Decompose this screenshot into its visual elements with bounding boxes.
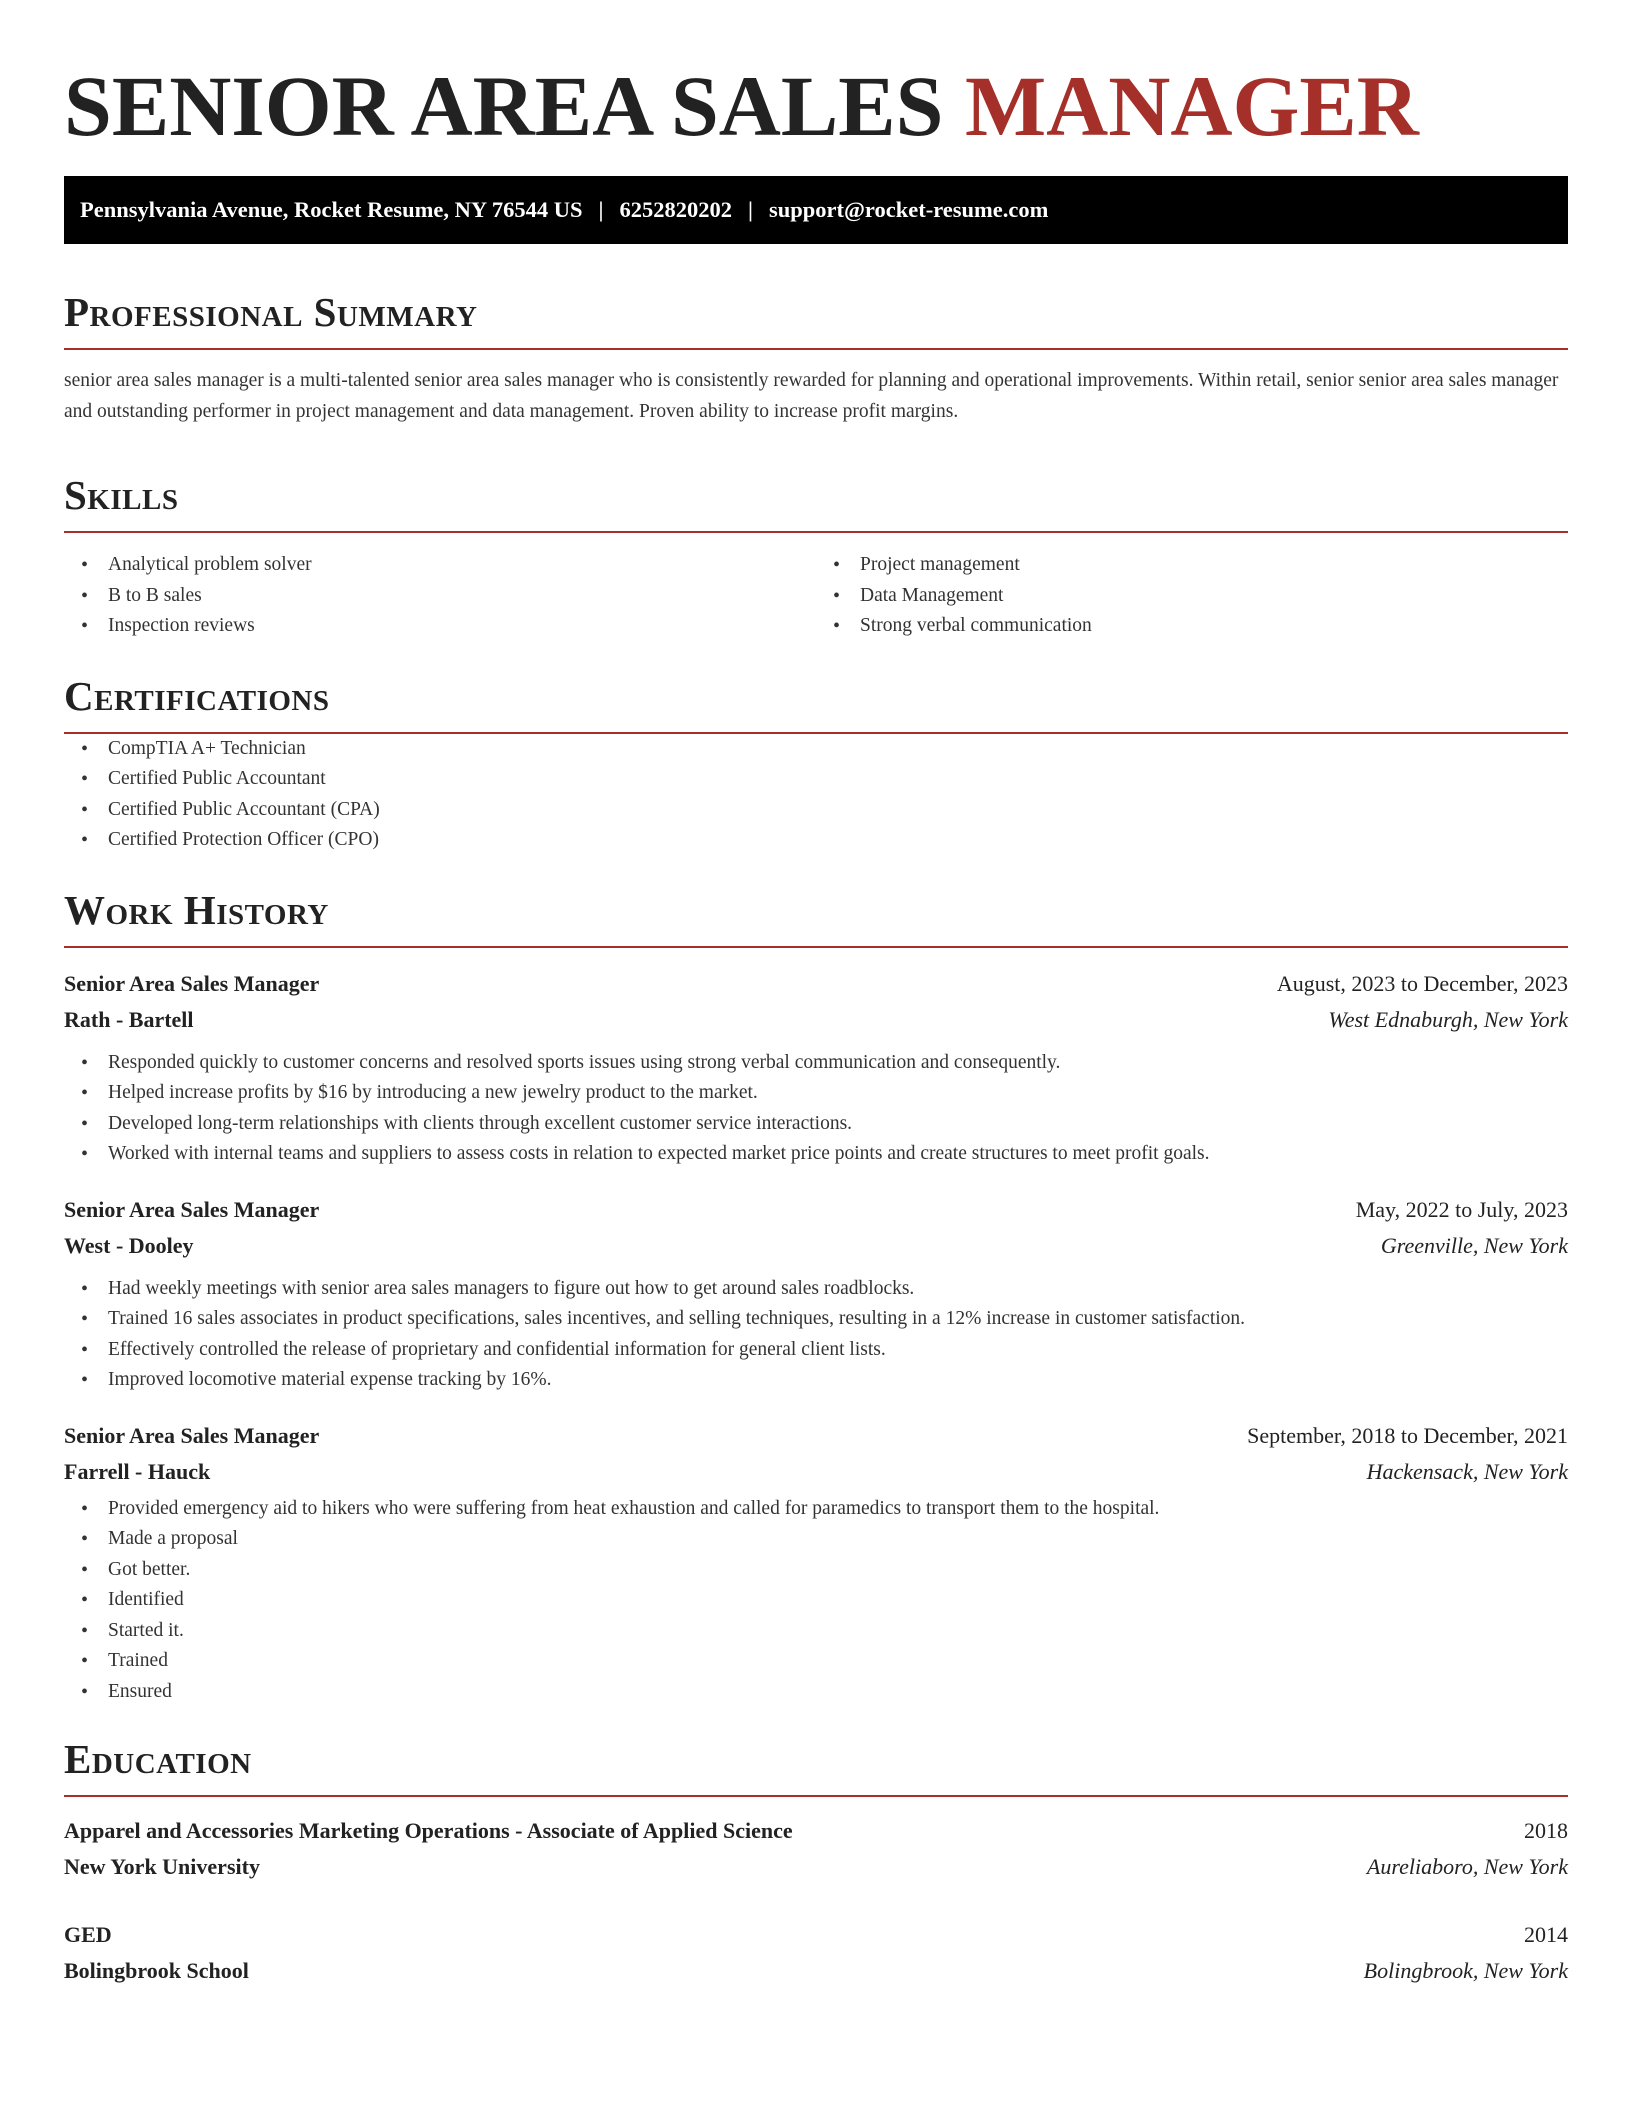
- summary-text: senior area sales manager is a multi-talented senior area sales manager who is consistently rewarded for planning and operational improvements. Within retail, senior senior area sales manager and outstanding performer in project management and data management. Proven ability to increase profit margins.: [64, 370, 1559, 422]
- resume-name: [64, 0, 1568, 156]
- education-degree: GED: [64, 1922, 112, 1947]
- education-entry: [64, 1813, 1568, 1885]
- section-title-skills: Skills: [64, 472, 179, 518]
- job-bullets: [64, 1048, 1568, 1170]
- job-company: West - Dooley: [64, 1232, 194, 1258]
- name-last: MANAGER: [964, 58, 1419, 154]
- skill-item: • Strong verbal communication: [816, 611, 1568, 642]
- job-bullet: • Trained 16 sales associates in product specifications, sales incentives, and selling techniques, resulting in a 12% increase in customer satisfaction.: [64, 1304, 1568, 1335]
- job-dates: May, 2022 to July, 2023: [1355, 1196, 1568, 1222]
- skills-column-left: [64, 550, 816, 642]
- skill-item: • Inspection reviews: [64, 611, 816, 642]
- job-bullets: [64, 1274, 1568, 1396]
- skills-column-right: [816, 550, 1568, 642]
- job-bullet: • Worked with internal teams and suppliers to assess costs in relation to expected market price points and create structures to meet profit goals.: [64, 1139, 1568, 1170]
- job-bullet: • Helped increase profits by $16 by introducing a new jewelry product to the market.: [64, 1078, 1568, 1109]
- summary-section: [64, 288, 1568, 427]
- skill-item: • Project management: [816, 550, 1568, 581]
- skill-item: • Data Management: [816, 581, 1568, 612]
- job-bullets: [64, 1494, 1568, 1708]
- job-entry: [64, 966, 1568, 1170]
- job-bullet: • Developed long-term relationships with clients through excellent customer service interactions.: [64, 1109, 1568, 1140]
- skills-grid: [64, 550, 1568, 642]
- job-dates: August, 2023 to December, 2023: [1276, 970, 1568, 996]
- education-section: [64, 1735, 1568, 1989]
- job-company: Rath - Bartell: [64, 1006, 194, 1032]
- skill-item: • Analytical problem solver: [64, 550, 816, 581]
- job-title: Senior Area Sales Manager: [64, 1422, 320, 1448]
- job-location: Greenville, New York: [1380, 1232, 1568, 1258]
- job-entry: [64, 1418, 1568, 1708]
- education-location: Bolingbrook, New York: [1363, 1958, 1568, 1983]
- section-title-summary: Professional Summary: [64, 289, 478, 335]
- education-entry: [64, 1917, 1568, 1989]
- job-header-row: [64, 1418, 1568, 1454]
- job-title: Senior Area Sales Manager: [64, 1196, 320, 1222]
- education-degree-row: [64, 1813, 1568, 1849]
- education-school-row: [64, 1953, 1568, 1989]
- job-bullet: • Effectively controlled the release of proprietary and confidential information for general client lists.: [64, 1335, 1568, 1366]
- job-company-row: [64, 1454, 1568, 1490]
- certification-item: • CompTIA A+ Technician: [64, 734, 1568, 765]
- work-history-section: [64, 886, 1568, 1708]
- job-bullet: • Started it.: [64, 1616, 1568, 1647]
- contact-separator: |: [747, 197, 753, 222]
- contact-bar: [64, 176, 1568, 244]
- job-bullet: • Got better.: [64, 1555, 1568, 1586]
- education-school: Bolingbrook School: [64, 1958, 249, 1983]
- name-first: SENIOR AREA SALES: [64, 58, 944, 154]
- job-company-row: [64, 1002, 1568, 1038]
- job-bullet: • Responded quickly to customer concerns and resolved sports issues using strong verbal communication and consequently.: [64, 1048, 1568, 1079]
- job-bullet: • Ensured: [64, 1677, 1568, 1708]
- job-bullet: • Trained: [64, 1646, 1568, 1677]
- job-title: Senior Area Sales Manager: [64, 970, 320, 996]
- contact-email[interactable]: support@rocket-resume.com: [768, 197, 1049, 222]
- job-dates: September, 2018 to December, 2021: [1247, 1422, 1568, 1448]
- job-company-row: [64, 1228, 1568, 1264]
- job-location: Hackensack, New York: [1366, 1458, 1568, 1484]
- section-divider: [64, 1795, 1568, 1797]
- certifications-section: [64, 672, 1568, 856]
- job-entry: [64, 1192, 1568, 1396]
- certification-item: • Certified Protection Officer (CPO): [64, 825, 1568, 856]
- section-divider: [64, 531, 1568, 533]
- section-title-education: Education: [64, 1736, 252, 1782]
- job-header-row: [64, 1192, 1568, 1228]
- job-bullet: • Made a proposal: [64, 1524, 1568, 1555]
- contact-address: Pennsylvania Avenue, Rocket Resume, NY 76544 US: [80, 197, 583, 222]
- education-year: 2018: [1524, 1818, 1568, 1843]
- section-divider: [64, 946, 1568, 948]
- certification-item: • Certified Public Accountant (CPA): [64, 795, 1568, 826]
- certification-list: [64, 734, 1568, 856]
- skills-section: [64, 471, 1568, 642]
- section-title-work-history: Work History: [64, 886, 329, 933]
- section-title-certifications: Certifications: [64, 672, 330, 719]
- job-bullet: • Had weekly meetings with senior area sales managers to figure out how to get around sales roadblocks.: [64, 1274, 1568, 1305]
- contact-phone[interactable]: 6252820202: [619, 197, 732, 222]
- education-location: Aureliaboro, New York: [1366, 1854, 1568, 1879]
- section-divider: [64, 348, 1568, 350]
- job-header-row: [64, 966, 1568, 1002]
- job-bullet: • Identified: [64, 1585, 1568, 1616]
- job-location: West Ednaburgh, New York: [1328, 1006, 1568, 1032]
- job-company: Farrell - Hauck: [64, 1458, 211, 1484]
- education-school-row: [64, 1849, 1568, 1885]
- certification-item: • Certified Public Accountant: [64, 764, 1568, 795]
- job-bullet: • Improved locomotive material expense tracking by 16%.: [64, 1365, 1568, 1396]
- education-school: New York University: [64, 1854, 260, 1879]
- contact-separator: |: [598, 197, 604, 222]
- education-year: 2014: [1524, 1922, 1568, 1947]
- job-bullet: • Provided emergency aid to hikers who were suffering from heat exhaustion and called for paramedics to transport them to the hospital.: [64, 1494, 1568, 1525]
- education-degree: Apparel and Accessories Marketing Operations - Associate of Applied Science: [64, 1818, 793, 1843]
- education-degree-row: [64, 1917, 1568, 1953]
- skill-item: • B to B sales: [64, 581, 816, 612]
